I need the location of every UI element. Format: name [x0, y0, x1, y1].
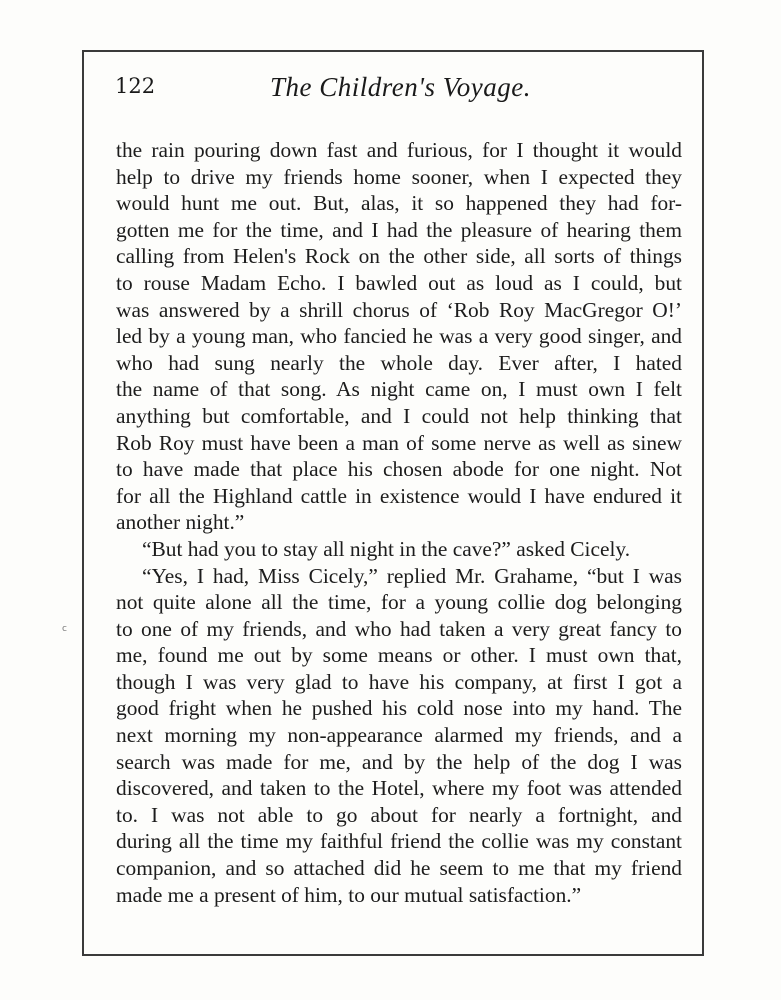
text-line: gotten me for the time, and I had the pleasure of hearing them: [116, 217, 682, 242]
text-line: to. I was not able to go about for nearly a fortnight, and: [116, 802, 682, 827]
page-number: 122: [115, 74, 156, 98]
text-line: “Yes, I had, Miss Cicely,” replied Mr. Grahame, “but I was: [142, 563, 682, 588]
text-line: led by a young man, who fancied he was a very good singer, and: [116, 324, 682, 349]
text-line: “But had you to stay all night in the cave?” asked Cicely.: [142, 536, 631, 561]
text-line: during all the time my faithful friend the collie was my constant: [116, 829, 682, 854]
text-line: help to drive my friends home sooner, when I expected they: [116, 164, 682, 189]
text-line: Rob Roy must have been a man of some nerve as well as sinew: [116, 430, 682, 455]
body-text: [116, 137, 682, 908]
text-line: next morning my non-appearance alarmed my friends, and a: [116, 723, 682, 748]
text-line: would hunt me out. But, alas, it so happened they had for-: [116, 191, 682, 216]
text-line: another night.”: [116, 510, 245, 535]
text-line: the rain pouring down fast and furious, for I thought it would: [116, 138, 682, 162]
text-line: for all the Highland cattle in existence would I have endured it: [116, 483, 682, 508]
text-line: good fright when he pushed his cold nose into my hand. The: [116, 696, 682, 721]
text-line: discovered, and taken to the Hotel, where my foot was attended: [116, 776, 682, 801]
running-title: The Children's Voyage.: [270, 72, 532, 102]
text-line: me, found me out by some means or other. I must own that,: [116, 643, 682, 668]
text-line: who had sung nearly the whole day. Ever after, I hated: [116, 350, 682, 375]
margin-mark: c: [62, 624, 67, 634]
text-line: anything but comfortable, and I could not help thinking that: [116, 403, 682, 428]
text-line: though I was very glad to have his company, at first I got a: [116, 669, 682, 694]
text-line: companion, and so attached did he seem to me that my friend: [116, 856, 682, 881]
text-line: to rouse Madam Echo. I bawled out as loud as I could, but: [116, 270, 682, 295]
text-line: search was made for me, and by the help of the dog I was: [116, 749, 682, 774]
text-line: the name of that song. As night came on, I must own I felt: [116, 377, 682, 402]
text-line: calling from Helen's Rock on the other side, all sorts of things: [116, 244, 682, 269]
text-line: was answered by a shrill chorus of ‘Rob Roy MacGregor O!’: [116, 297, 682, 322]
text-line: not quite alone all the time, for a young collie dog belonging: [116, 590, 682, 615]
text-line: to one of my friends, and who had taken a very great fancy to: [116, 616, 682, 641]
text-line: made me a present of him, to our mutual satisfaction.”: [116, 882, 582, 907]
text-line: to have made that place his chosen abode for one night. Not: [116, 457, 682, 482]
